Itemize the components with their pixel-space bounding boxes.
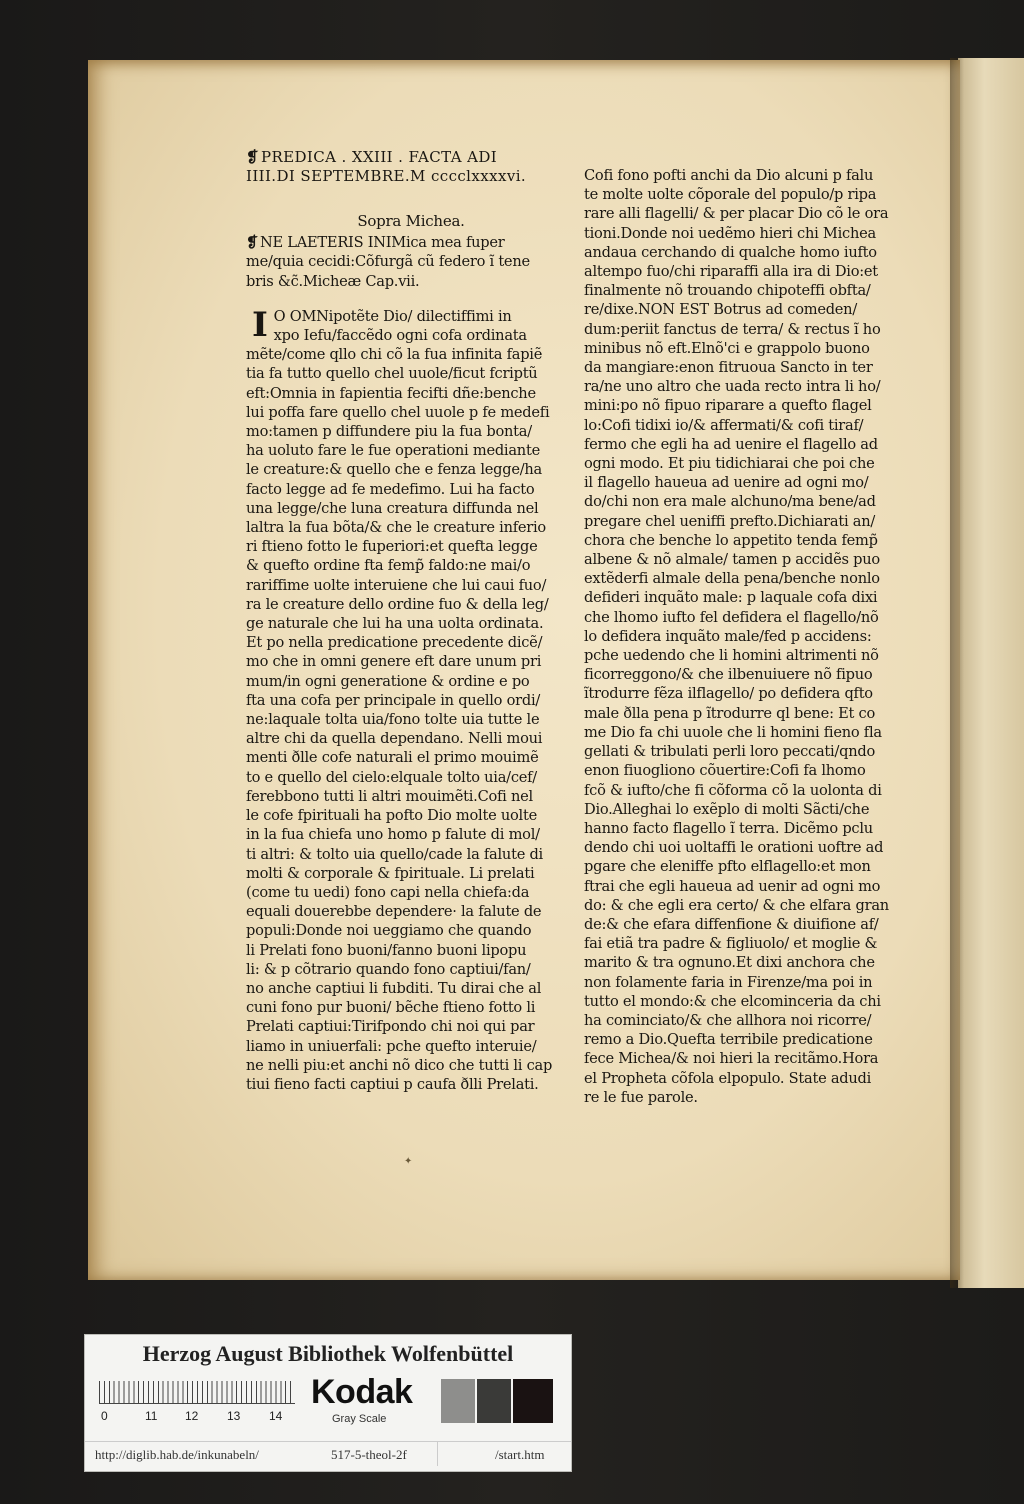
text-line: me Dio fa chi uuole che li homini fieno fla — [584, 723, 882, 741]
ruler-number: 0 — [101, 1409, 108, 1423]
text-line: ti altri: & tolto uia quello/cade la falute di — [246, 845, 543, 863]
card-footer — [85, 1441, 571, 1466]
text-line: defideri inquãto male: p laquale cofa dixi — [584, 589, 878, 607]
text-line: rariffime uolte interuiene che lui caui fuo/ — [246, 576, 547, 594]
gray-swatch — [441, 1379, 475, 1423]
text-line: altre chi da quella dependano. Nelli moui — [246, 730, 543, 748]
text-line: albene & nõ almale/ tamen p accidẽs puo — [584, 551, 880, 569]
text-line: te molte uolte cõporale del populo/p ripa — [584, 186, 877, 204]
scripture-verse — [246, 233, 576, 291]
text-line: pche uedendo che li homini altrimenti nõ — [584, 647, 879, 665]
text-line: le creature:& quello che e fenza legge/ha — [246, 461, 542, 479]
text-line: ra/ne uno altro che uada recto intra li ho/ — [584, 378, 881, 396]
text-line: mẽte/come qllo chi cõ la fua infinita fapiẽ — [246, 346, 543, 364]
text-line: ha uoluto fare le fue operationi mediante — [246, 442, 540, 460]
measurement-ruler — [99, 1381, 295, 1404]
text-line: extẽderfi almale della pena/benche nonlo — [584, 570, 880, 588]
text-line: fcõ & iufto/che fi cõforma cõ la uolonta di — [584, 781, 882, 799]
kodak-logo: Kodak — [311, 1373, 413, 1411]
ruler-number: 11 — [145, 1409, 158, 1423]
text-line: dum:periit fanctus de terra/ & rectus ĩ ho — [584, 320, 881, 338]
text-line: dendo chi uoi uoltaffi le orationi uoftre ad — [584, 839, 884, 857]
text-line: tioni.Donde noi uedẽmo hieri chi Michea — [584, 224, 876, 242]
text-line: ra le creature dello ordine fuo & della leg/ — [246, 595, 549, 613]
text-line: lo defidera inquãto male/fed p accidens: — [584, 627, 872, 645]
gutter-shadow — [950, 58, 964, 1288]
text-line: non folamente faria in Firenze/ma poi in — [584, 973, 873, 991]
heading-line: ❡ PREDICA . XXIII . FACTA ADI — [246, 148, 498, 166]
right-body-text — [584, 166, 914, 1107]
text-line: ficorreggono/& che ilbenuiuere nõ fipuo — [584, 666, 873, 684]
text-line: in la fua chiefa uno homo p falute di mol/ — [246, 826, 540, 844]
text-line: xpo Iefu/faccẽdo ogni cofa ordinata — [273, 327, 527, 345]
left-body-text — [246, 304, 576, 1094]
text-line: fece Michea/& noi hieri la recitãmo.Hora — [584, 1050, 879, 1068]
source-url: http://diglib.hab.de/inkunabeln/ — [95, 1447, 259, 1462]
text-line: enon fiuogliono cõuertire:Cofi fa lhomo — [584, 762, 866, 780]
text-line: do/chi non era male alchuno/ma bene/ad — [584, 493, 876, 511]
decorated-initial: I — [252, 304, 268, 345]
text-line: do: & che egli era certo/ & che elfara gran — [584, 896, 889, 914]
text-line: to e quello del cielo:elquale tolto uia/cef/ — [246, 768, 537, 786]
text-line: chora che benche lo appetito tenda femp̃ — [584, 531, 878, 549]
text-line: Prelati captiui:Tirifpondo chi noi qui par — [246, 1018, 535, 1036]
pilcrow-icon: ❡ — [246, 234, 258, 252]
text-line: ne:laquale tolta uia/fono tolte uia tutte le — [246, 711, 540, 729]
text-line: gellati & tribulati perli loro peccati/qndo — [584, 743, 875, 761]
paper-blemish: ✦ — [404, 1156, 413, 1167]
text-line: lo:Cofi tidixi io/& affermati/& cofi tiraf/ — [584, 416, 864, 434]
text-line: tiui fieno facti captiui p caufa ðlli Prelati. — [246, 1075, 539, 1093]
text-line: lui poffa fare quello chel uuole p fe medefi — [246, 403, 550, 421]
text-line: tutto el mondo:& che elcominceria da chi — [584, 992, 881, 1010]
text-line: liamo in uniuerfali: pche quefto interuie/ — [246, 1037, 537, 1055]
text-line: tia fa tutto quello chel uuole/ficut fcriptũ — [246, 365, 538, 383]
text-line: facto legge ad fe medefimo. Lui ha facto — [246, 480, 535, 498]
shelfmark: 517-5-theol-2f — [331, 1447, 407, 1462]
text-line: mo:tamen p diffundere piu la fua bonta/ — [246, 423, 532, 441]
text-line: rare alli flagelli/ & per placar Dio cõ le ora — [584, 205, 889, 223]
text-line: andaua cerchando di qualche homo iufto — [584, 243, 877, 261]
text-line: ne nelli piu:et anchi nõ dico che tutti li cap — [246, 1056, 553, 1074]
text-line: pgare che eleniffe pfto elflagello:et mon — [584, 858, 871, 876]
text-line: altempo fuo/chi riparaffi alla ira di Dio:et — [584, 263, 878, 281]
text-line: li: & p cõtrario quando fono captiui/fan/ — [246, 960, 531, 978]
left-text-column — [246, 148, 576, 1094]
text-line: una legge/che luna creatura diffunda nel — [246, 499, 539, 517]
text-line: mum/in ogni generatione & ordine e po — [246, 672, 530, 690]
text-line: populi:Donde noi ueggiamo che quando — [246, 922, 532, 940]
text-line: ogni modo. Et piu tidichiarai che poi che — [584, 455, 875, 473]
text-line: de:& che efara diffenfione & diuifione af/ — [584, 915, 879, 933]
text-line: il flagello haueua ad uenire ad ogni mo/ — [584, 474, 869, 492]
black-swatch — [513, 1379, 553, 1423]
footer-divider — [437, 1442, 438, 1466]
right-text-column — [584, 166, 914, 1107]
text-line: le cofe fpirituali ha pofto Dio molte uolte — [246, 807, 537, 825]
text-line: che lhomo iufto fel defidera el flagello/nõ — [584, 608, 879, 626]
text-line: no anche captiui li fubditi. Tu dirai che al — [246, 979, 542, 997]
text-line: re/dixe.NON EST Botrus ad comeden/ — [584, 301, 857, 319]
text-line: laltra la fua bõta/& che le creature inferio — [246, 519, 546, 537]
text-line: ge naturale che lui ha una uolta ordinata. — [246, 615, 544, 633]
text-line: re le fue parole. — [584, 1088, 698, 1106]
text-line: hanno facto flagello ĩ terra. Dicẽmo pclu — [584, 819, 873, 837]
text-line: fai etiã tra padre & figliuolo/ et moglie & — [584, 935, 878, 953]
text-line: mini:po nõ fipuo riparare a quefto flagel — [584, 397, 872, 415]
sermon-subheading: Sopra Michea. — [357, 212, 465, 230]
text-line: cuni fono pur buoni/ bẽche ftieno fotto li — [246, 999, 536, 1017]
text-line: fta una cofa per principale in quello ordi/ — [246, 691, 541, 709]
text-line: ha cominciato/& che allhora noi ricorre/ — [584, 1011, 872, 1029]
text-line: (come tu uedi) fono capi nella chiefa:da — [246, 883, 530, 901]
sermon-heading — [246, 148, 576, 186]
text-line: menti ðlle cofe naturali el primo mouimẽ — [246, 749, 539, 767]
color-calibration-card — [84, 1334, 572, 1472]
verse-line: ❡ NE LAETERIS INIMica mea fuper — [246, 234, 505, 252]
text-line: minibus nõ eft.Elnõ'ci e grappolo buono — [584, 339, 870, 357]
heading-line: IIII.DI SEPTEMBRE.M cccclxxxxvi. — [246, 167, 527, 185]
text-line: pregare chel ueniffi prefto.Dichiarati an/ — [584, 512, 876, 530]
text-line: mo che in omni genere eft dare unum pri — [246, 653, 542, 671]
text-line: O OMNipotẽte Dio/ dilectiffimi in — [273, 307, 512, 325]
text-line: male ðlla pena p ĩtrodurre ql bene: Et co — [584, 704, 875, 722]
text-line: marito & tra ognuno.Et dixi anchora che — [584, 954, 875, 972]
start-link-text: /start.htm — [495, 1447, 545, 1462]
text-line: fermo che egli ha ad uenire el flagello ad — [584, 435, 878, 453]
text-line: da mangiare:enon fitruoua Sancto in ter — [584, 359, 873, 377]
ruler-number: 12 — [185, 1409, 199, 1423]
text-line: el Propheta cõfola elpopulo. State adudi — [584, 1069, 872, 1087]
library-name: Herzog August Bibliothek Wolfenbüttel — [142, 1341, 514, 1366]
text-line: ferebbono tutti li altri mouimẽti.Cofi nel — [246, 787, 533, 805]
text-line: Et po nella predicatione precedente dicẽ/ — [246, 634, 543, 652]
text-line: eft:Omnia in fapientia fecifti dñe:benche — [246, 384, 536, 402]
text-line: ri ftieno fotto le fuperiori:et quefta legge — [246, 538, 538, 556]
text-line: finalmente nõ trouando chipoteffi obfta/ — [584, 282, 871, 300]
text-line: equali douerebbe dependere· la falute de — [246, 903, 542, 921]
text-line: Cofi fono pofti anchi da Dio alcuni p falu — [584, 167, 874, 184]
dark-gray-swatch — [477, 1379, 511, 1423]
text-line: ftrai che egli haueua ad uenir ad ogni mo — [584, 877, 881, 895]
ruler-number: 13 — [227, 1409, 241, 1423]
facing-page-edge — [958, 58, 1024, 1288]
text-line: ĩtrodurre fẽza ilflagello/ po defidera qfto — [584, 685, 873, 703]
text-line: molti & corporale & fpirituale. Li prelati — [246, 864, 535, 882]
verse-line: bris &c̃.Micheæ Cap.vii. — [246, 272, 420, 290]
text-line: Dio.Alleghai lo exẽplo di molti Sãcti/che — [584, 800, 870, 818]
pilcrow-icon: ❡ — [246, 148, 259, 166]
verse-line: me/quia cecidi:Cõfurgã cũ federo ĩ tene — [246, 253, 530, 271]
text-line: remo a Dio.Quefta terribile predicatione — [584, 1031, 873, 1049]
text-line: & quefto ordine fta femp̃ faldo:ne mai/o — [246, 557, 531, 575]
ruler-number: 14 — [269, 1409, 283, 1423]
gray-scale-label: Gray Scale — [332, 1413, 387, 1425]
text-line: li Prelati fono buoni/fanno buoni lipopu — [246, 941, 527, 959]
